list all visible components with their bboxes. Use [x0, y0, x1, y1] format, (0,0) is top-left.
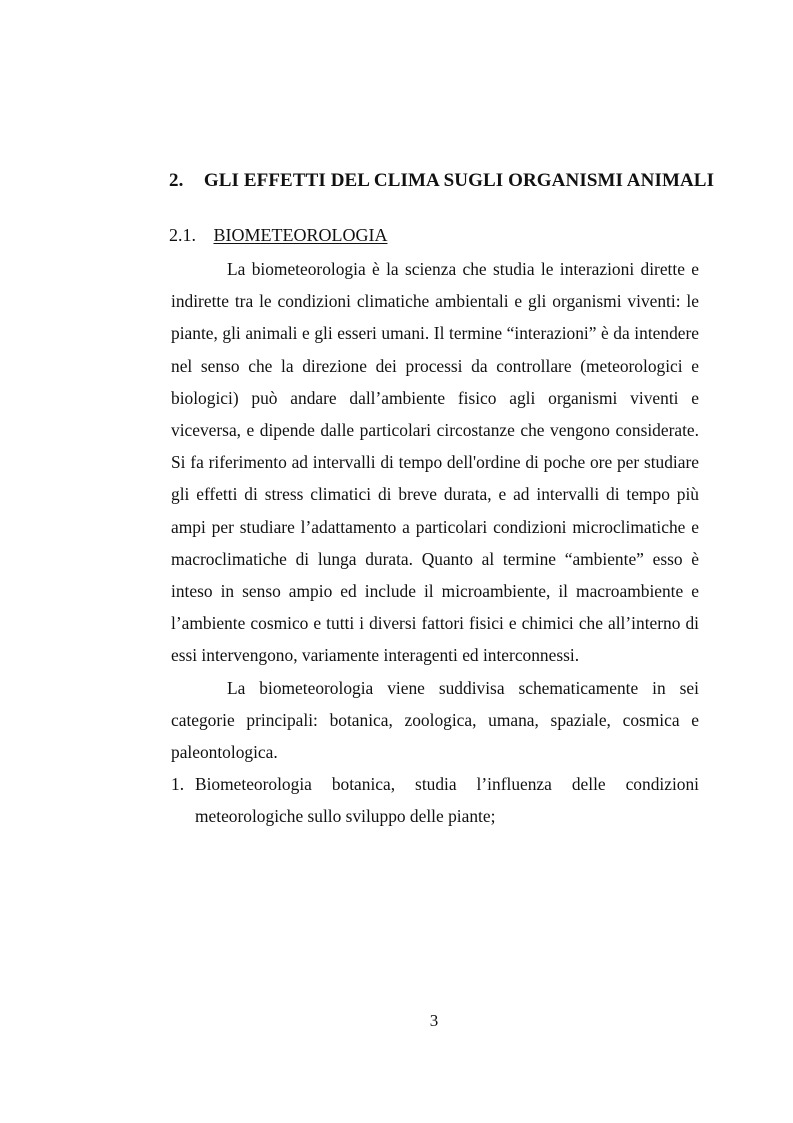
chapter-heading — [169, 170, 715, 192]
list-item-marker: 1. — [171, 774, 185, 795]
section-number: 2.1. — [169, 225, 196, 245]
paragraph-categories: La biometeorologia viene suddivisa schematicamente in sei categorie principali: botanica, zoologica, umana, spaziale, cosmica e paleontologica. — [171, 677, 699, 763]
chapter-title-text: GLI EFFETTI DEL CLIMA SUGLI ORGANISMI ANIMALI — [203, 170, 715, 191]
paragraph-definition: La biometeorologia è la scienza che studia le interazioni dirette e indirette tra le condizioni climatiche ambientali e gli organismi viventi: le piante, gli animali e gli esseri umani. Il termine “interazioni” è da intendere nel senso che la direzione dei processi da controllare (meteorologici e biologici) può andare dall’ambiente fisico agli organismi viventi e viceversa, e dipende dalle particolari circostanze che vengono considerate. Si fa riferimento ad intervalli di tempo dell'ordine di poche ore per studiare gli effetti di stress climatici di breve durata, e ad intervalli di tempo più ampi per studiare l’adattamento a particolari condizioni microclimatiche e macroclimatiche di lunga durata. Quanto al termine “ambiente” esso è inteso in senso ampio ed include il microambiente, il macroambiente e l’ambiente cosmico e tutti i diversi fattori fisici e chimici che all’interno di essi intervengono, variamente interagenti ed interconnessi. — [171, 259, 699, 666]
chapter-number: 2. — [169, 170, 184, 191]
categories-list — [171, 768, 699, 832]
page-number: 3 — [429, 1011, 439, 1030]
section-heading — [169, 225, 387, 246]
body-text — [171, 253, 699, 833]
list-item — [171, 768, 699, 832]
section-title-text: BIOMETEOROLOGIA — [213, 225, 388, 245]
list-item-text: Biometeorologia botanica, studia l’influenza delle condizioni meteorologiche sullo sviluppo delle piante; — [195, 774, 699, 827]
